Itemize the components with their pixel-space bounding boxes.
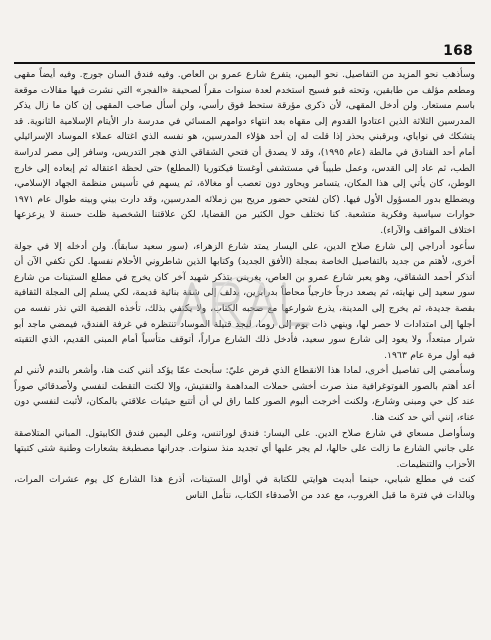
paragraph: وسأذهب نحو المزيد من التفاصيل. نحو اليمين، يتفرع شارع عمرو بن العاص. وفيه فندق السان جورج. وفيه أيضاً مقهى ومطعم مؤلف من طابقين، وتحته قبو فسيح استخدم لعدة سنوات مقراً لصحيفة «الفجر» التي نشرت فيها مقالات موقعة باسم مستعار. ولن أدخل المقهى، لأن ذكرى مؤرقة ستحط فوق رأسي، ولن أسأل صاحب المقهى إن كان ما زال يذكر المدرسين الثلاثة الذين اعتادوا القدوم إلى مقهاه بعد انتهاء دوامهم المسائي في مدرسة دار الأيتام الإسلامية الثانوية. قد يتشكك في نواياي، وبرقبني بحذر إذا قلت له إن أحد هؤلاء المدرسين، هو نفسه الذي اغتاله عملاء الموساد الإسرائيلي أمام أحد الفنادق في مالطة (عام ١٩٩٥)، وقد لا يصدق أن فتحي الشقاقي الذي هجر التدريس، وسافر إلى مصر لدراسة الطب، ثم عاد إلى القدس، وعمل طبيباً في مستشفى أوغستا فيكتوريا (المطلع) حتى لحظة اعتقاله ثم إبعاده إلى خارج الوطن، كان يأتي إلى هذا المكان، يتسامر ويحاور دون تعصب أو مغالاة، ثم يسهم في تأسيس منظمة الجهاد الإسلامي، ويضطلع بدور المسؤول الأول فيها. (كان لفتحي حضور مريح بين زملائه المدرسين، وقد دارت بيني وبينه طوال عام ١٩٧١ حوارات سياسية وفكرية متشعبة. كنا نختلف حول الكثير من القضايا، لكن علاقتنا الشخصية ظلت حسنة لا يزعزعها اختلاف المواقف والآراء). [14, 69, 475, 236]
page-number: 168 [443, 43, 473, 59]
header-rule [14, 62, 475, 64]
paragraph: سأعود أدراجي إلى شارع صلاح الدين، على اليسار يمتد شارع الزهراء، (سور سعيد سابقاً). ولن أدخله إلا في جولة أخرى، لأهتم من جديد بالتفاصيل الخاصة بمجلة (الأفق الجديد) وكتابها الذين شاطروني الأحلام نفسها. لكن تكفي الآن أن أتذكر أحمد الشقاقي، وهو يعبر شارع عمرو بن العاص، يغريني بتذكر شهيد آخر كان يخرج في مطلع الستينات من شارع سور سعيد إلى نهايته، ثم يصعد درجاً خارجياً محاطاً بدرابزين، يدلف إلى شقة بنائية قديمة، لكي يسلم إلى المجلة الثقافية بقصة جديدة، ثم يخرج إلى المدينة، يذرع شوارعها مع صحبه الكتاب، ولا يكتفي بذلك، تأخذه القضية التي نذر نفسه من أجلها إلى امتدادات لا حصر لها، وينهي ذات يوم إلى روما، ليجد قتيلة الموساد تنتظره في غرفة الفندق، فيمضي ماجد أبو شرار مبتعداً، ولا يعود إلى شارع سور سعيد، فأدخل ذلك الشارع مراراً، أتوقف متأسياً أمام المبنى القديم، الذي التقيته فيه أول مرة عام ١٩٦٣. [14, 240, 475, 361]
body-text [14, 67, 475, 640]
paragraph: وسأواصل مسعاي في شارع صلاح الدين. على اليسار: فندق لوراتنس، وعلى اليمين فندق الكابيتول. المباني المتلاصقة على جانبي الشارع ما زالت على حالها، لم يجر عليها أي تجديد منذ سنوات. جدرانها مصطبغة بشعارات وطنية شتى كتبتها الأحزاب والتنظيمات. [14, 427, 475, 470]
paragraph: كنت في مطلع شبابي، حينما أبديت هوايتي للكتابة في أوائل الستينات، أذرع هذا الشارع كل يوم عشرات المرات، وبالذات في فترة ما قبل الغروب، مع عدد من الأصدقاء الكتاب، نتأمل الناس [14, 474, 475, 502]
paragraph: وسأمضي إلى تفاصيل أخرى، لمادا هذا الانقطاع الذي فرض عليّ: سأبحث عمّا يؤكد أنني كنت هنا، وأشعر بالندم لأنني لم أعد أهتم بالصور الفوتوغرافية منذ صرت أخشى حملات المداهمة والتفتيش، وإلا لكنت التقطت لنفسي ولأصدقائي صوراً عند كل حي ومبنى وشارع، ولكنت أخرجت ألبوم الصور كلما راق لي أن أتتبع حيثيات علاقتي بالمكان، لأثبت لنفسي دون عناء، إنني أتي حد كنت هنا. [14, 365, 475, 424]
